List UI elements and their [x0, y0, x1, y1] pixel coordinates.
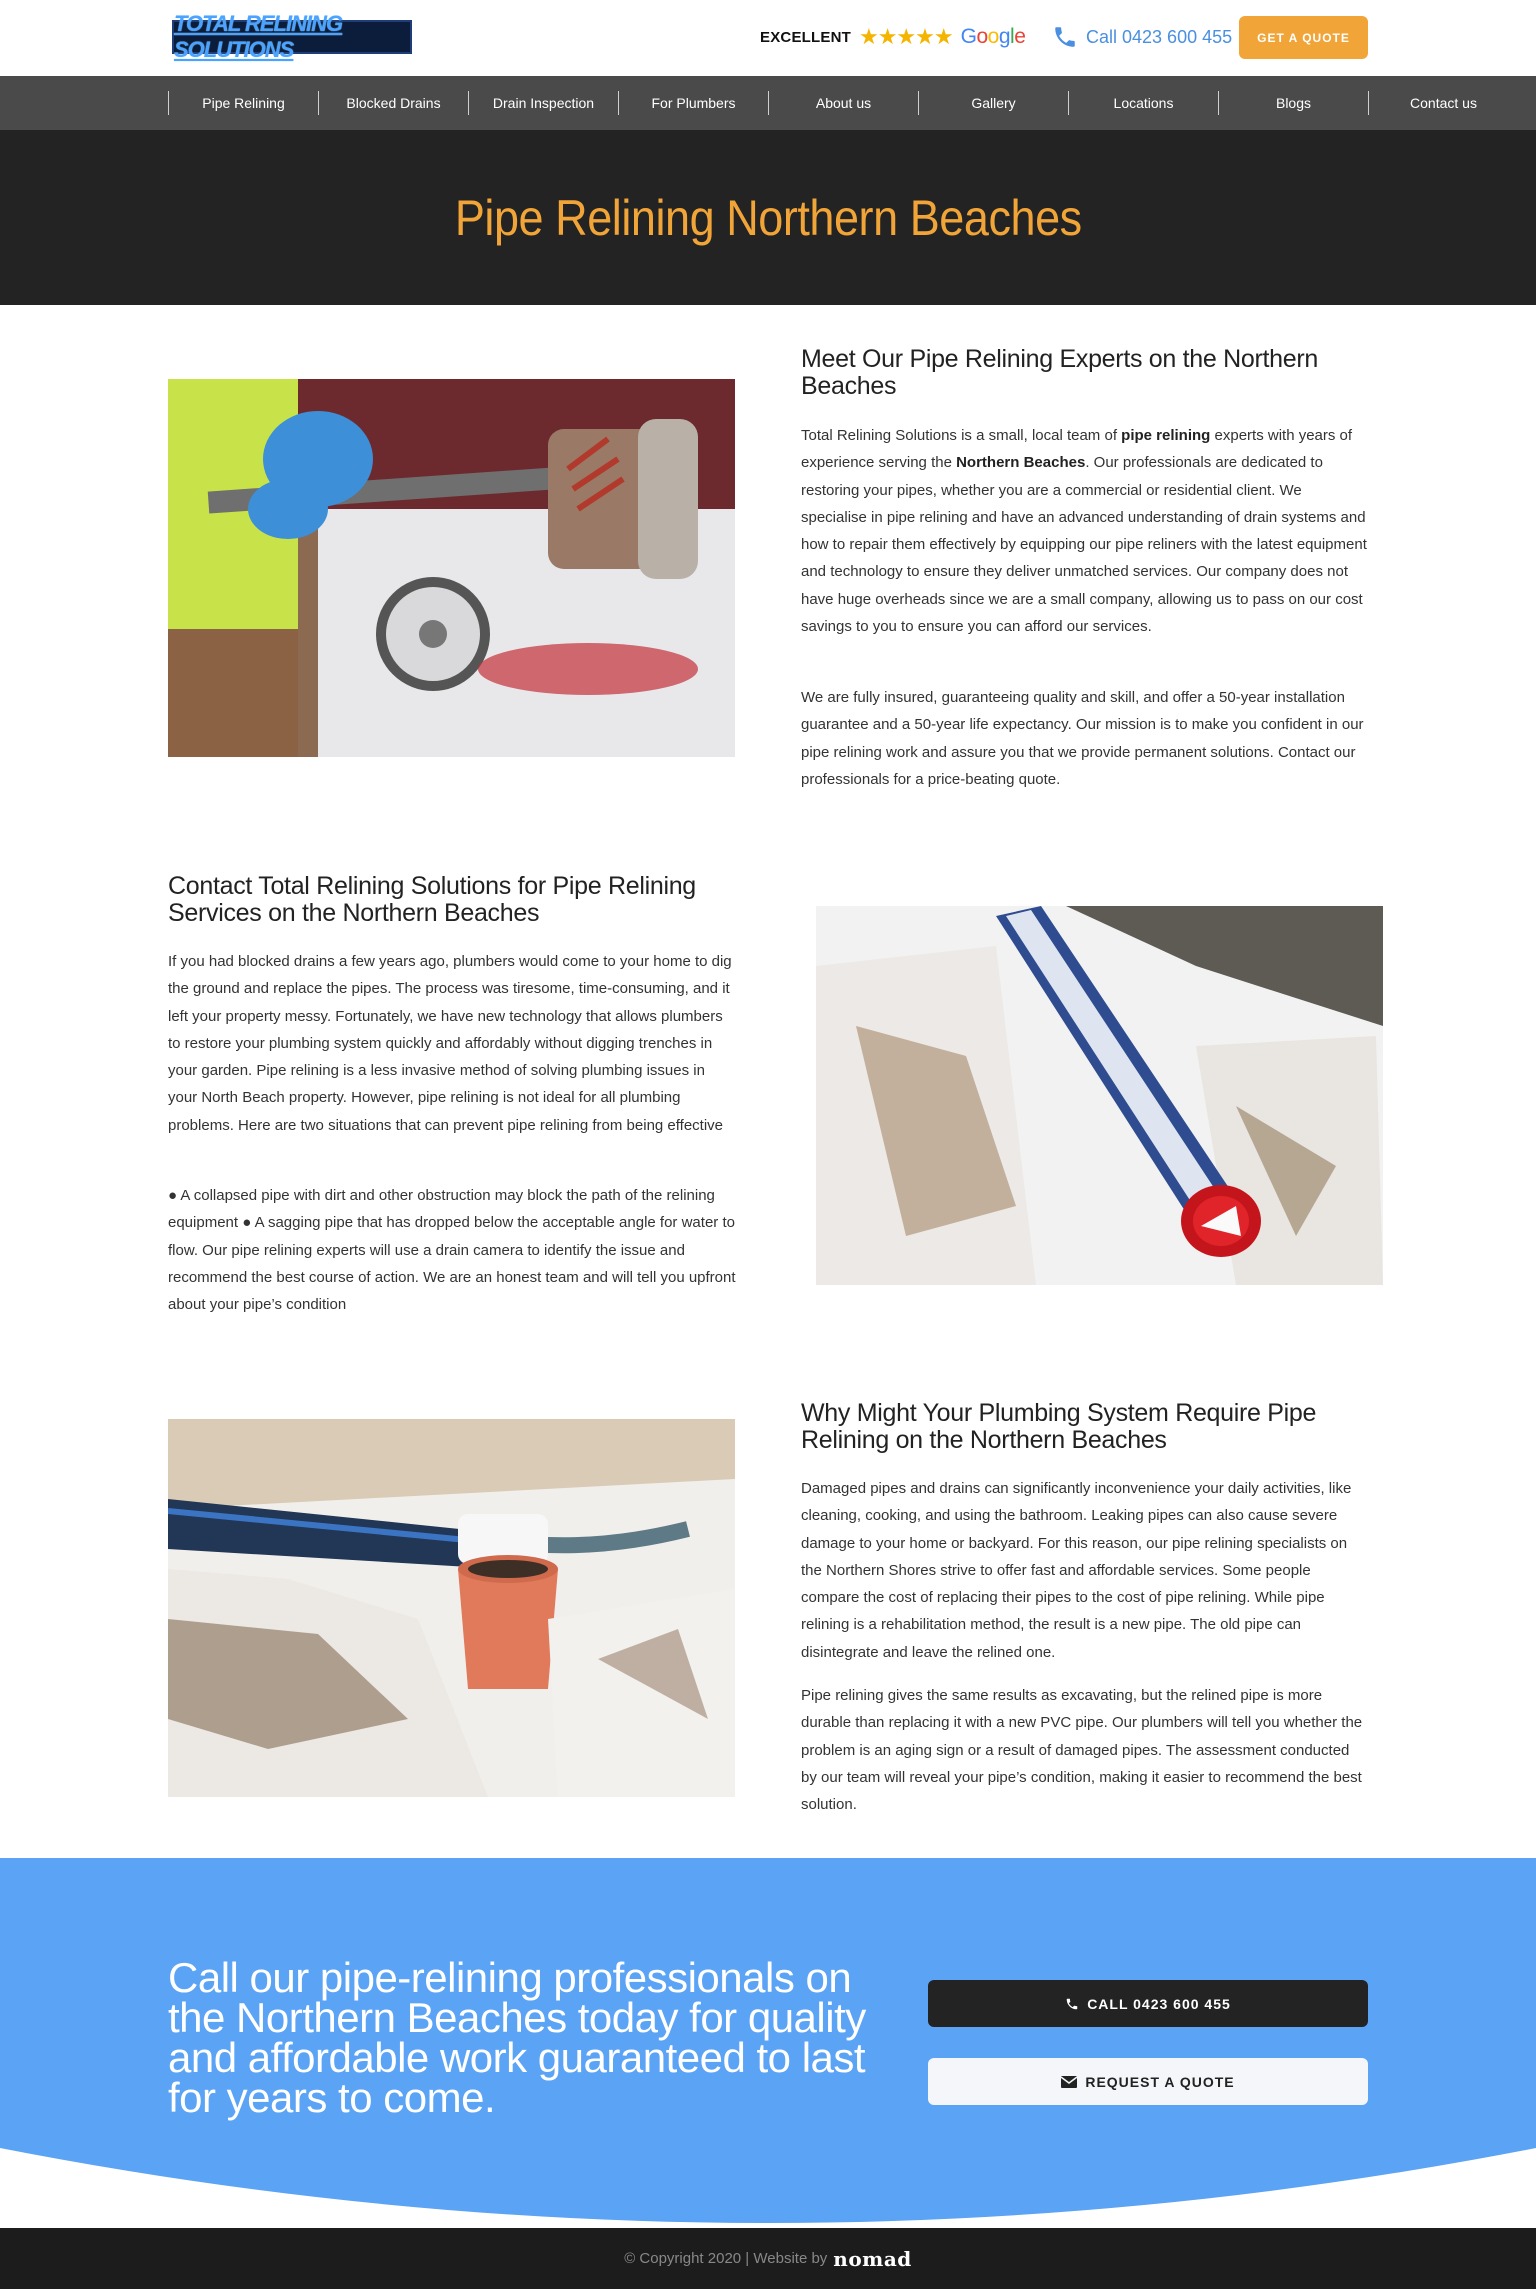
nav-item-blocked-drains[interactable]: Blocked Drains [318, 91, 468, 115]
footer [0, 2228, 1536, 2289]
google-letter: o [976, 25, 988, 48]
google-letter: G [960, 25, 977, 48]
hero-banner [0, 130, 1536, 305]
logo[interactable]: TOTAL RELINING SOLUTIONS [172, 20, 412, 54]
header-phone-link[interactable] [1052, 22, 1232, 52]
phone-icon [1065, 1997, 1079, 2011]
copyright-text: © Copyright 2020 | Website by [624, 2250, 828, 2267]
google-letter: g [998, 25, 1011, 48]
star-rating-icon: ★★★★★ [858, 24, 953, 49]
google-rating[interactable] [760, 24, 1025, 50]
page-title: Pipe Relining Northern Beaches [454, 189, 1082, 246]
orange-pipe-illustration [168, 1419, 735, 1797]
nav-item-gallery[interactable]: Gallery [918, 91, 1068, 115]
section-3-paragraph-2: Pipe relining gives the same results as excavating, but the relined pipe is more durable than replacing it with a new PVC pipe. Our plumbers will tell you whether the problem is an aging sign or a result of damaged pipes. The assessment conducted by our team will reveal your pipe’s condition, making it easier to recommend the best solution. [801, 1687, 1363, 1814]
pipe-in-snow-illustration [816, 906, 1383, 1285]
nav-item-contact-us[interactable]: Contact us [1368, 91, 1518, 115]
google-letter: o [987, 25, 999, 48]
orange-pipe-excavation-photo [168, 1419, 735, 1797]
call-phone-button-label: CALL 0423 600 455 [1087, 1995, 1231, 2012]
envelope-icon [1061, 2076, 1077, 2088]
nav-item-drain-inspection[interactable]: Drain Inspection [468, 91, 618, 115]
rating-label: EXCELLENT [760, 28, 851, 46]
phone-icon [1052, 24, 1078, 50]
nav-item-pipe-relining[interactable]: Pipe Relining [168, 91, 318, 115]
call-phone-button[interactable] [928, 1980, 1368, 2027]
google-logo [961, 25, 1026, 49]
cta-message: Call our pipe-relining professionals on the Northern Beaches today for quality and affordable work guaranteed to last for years to come. [168, 1954, 866, 2121]
header [0, 0, 1536, 76]
google-letter: l [1010, 25, 1015, 48]
main-navigation [0, 76, 1536, 130]
nav-item-about-us[interactable]: About us [768, 91, 918, 115]
get-a-quote-button[interactable]: GET A QUOTE [1239, 16, 1368, 59]
section-1-heading: Meet Our Pipe Relining Experts on the Northern Beaches [801, 345, 1319, 400]
google-letter: e [1014, 25, 1026, 48]
header-phone-number: Call 0423 600 455 [1086, 26, 1233, 47]
section-2-paragraph-2: ● A collapsed pipe with dirt and other obstruction may block the path of the relining equipment ● A sagging pipe that has dropped below the acceptable angle for water to flow. Our pipe relining experts will use a drain camera to identify the issue and recommend the best course of action. We are an honest team and will tell you upfront about your pipe’s condition [168, 1187, 736, 1314]
pipe-cleaning-illustration [168, 379, 735, 757]
section-2-heading: Contact Total Relining Solutions for Pipe Relining Services on the Northern Beaches [168, 872, 696, 927]
pipe-in-snow-photo [816, 906, 1383, 1285]
section-3-heading: Why Might Your Plumbing System Require Pipe Relining on the Northern Beaches [801, 1399, 1317, 1454]
pipe-cleaning-photo [168, 379, 735, 757]
section-1-paragraph-1: Total Relining Solutions is a small, local team of pipe relining experts with years of experience serving the Northern Beaches. Our professionals are dedicated to restoring your pipes, whether you are a commercial or residential client. We specialise in pipe relining and have an advanced understanding of drain systems and how to repair them effectively by equipping our pipe reliners with the latest equipment and technology to ensure they deliver unmatched services. Our company does not have huge overheads since we are a small company, allowing us to pass on our cost savings to you to ensure you can afford our services. [801, 427, 1367, 636]
request-a-quote-button[interactable] [928, 2058, 1368, 2105]
section-2-paragraph-1: If you had blocked drains a few years ago, plumbers would come to your home to dig the ground and replace the pipes. The process was tiresome, time-consuming, and it left your property messy. Fortunately, we have new technology that allows plumbers to restore your plumbing system quickly and affordably without digging trenches in your garden. Pipe relining is a less invasive method of solving plumbing issues in your North Beach property. However, pipe relining is not ideal for all plumbing problems. Here are two situations that can prevent pipe relining from being effective [168, 953, 732, 1134]
call-to-action-banner [0, 1858, 1536, 2228]
cta-wave-divider [0, 2148, 1536, 2228]
request-a-quote-label: REQUEST A QUOTE [1085, 2073, 1235, 2090]
section-3-paragraph-1: Damaged pipes and drains can significantly inconvenience your daily activities, like cleaning, cooking, and using the bathroom. Leaking pipes can also cause severe damage to your home or backyard. For this reason, our pipe relining specialists on the Northern Shores strive to offer fast and affordable services. Some people compare the cost of replacing their pipes to the cost of pipe relining. While pipe relining is a rehabilitation method, the result is a new pipe. The old pipe can disintegrate and leave the relined one. [801, 1480, 1352, 1661]
nav-item-for-plumbers[interactable]: For Plumbers [618, 91, 768, 115]
section-1-paragraph-2: We are fully insured, guaranteeing quality and skill, and offer a 50-year installation guarantee and a 50-year life expectancy. Our mission is to make you confident in our pipe relining work and assure you that we provide permanent solutions. Contact our professionals for a price-beating quote. [801, 689, 1364, 788]
nomad-brand-link[interactable]: nomad [833, 2246, 912, 2271]
nav-item-locations[interactable]: Locations [1068, 91, 1218, 115]
nav-item-blogs[interactable]: Blogs [1218, 91, 1368, 115]
